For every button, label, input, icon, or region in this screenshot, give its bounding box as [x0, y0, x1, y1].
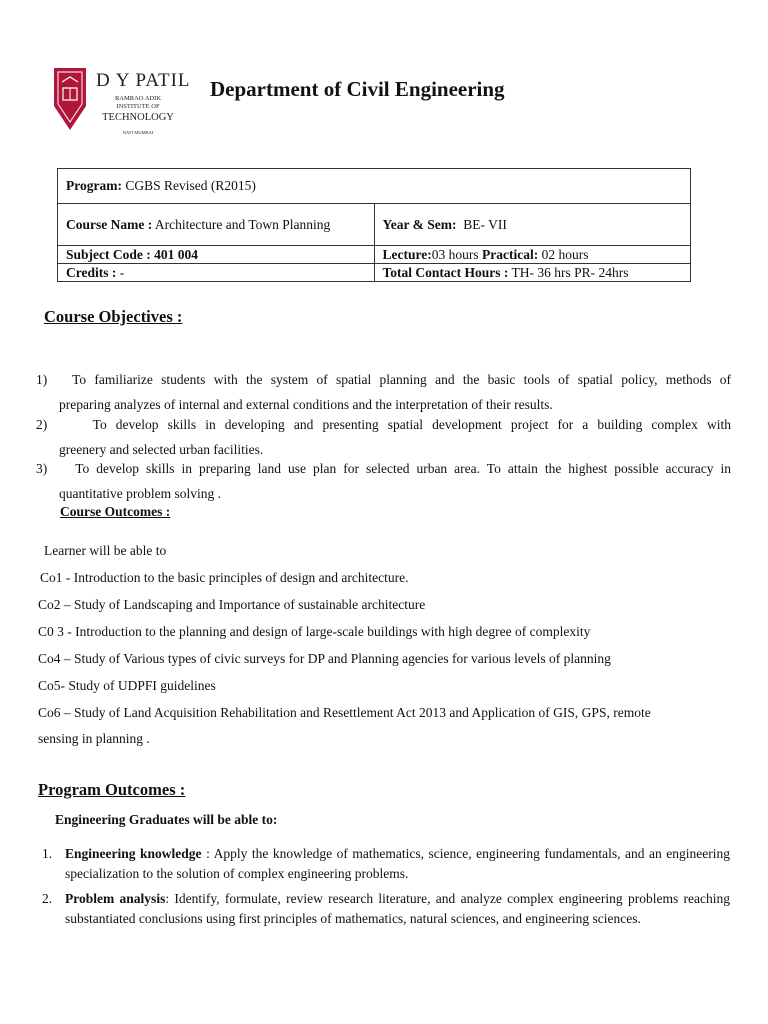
practical-label: Practical: [481, 246, 539, 262]
logo-line5: NAVI MUMBAI [122, 130, 154, 135]
credits-value: - [119, 264, 125, 280]
course-outcomes-heading: Course Outcomes : [60, 504, 171, 519]
total-hours-label: Total Contact Hours : [382, 264, 509, 280]
lecture-value: 03 hours [431, 246, 479, 262]
objective-line [36, 367, 731, 392]
course-info-table [57, 168, 691, 282]
objective-text: To develop skills in developing and presenting spatial development project for a building complex with [92, 417, 731, 432]
graduates-intro: Engineering Graduates will be able to: [55, 812, 278, 827]
po-text [65, 844, 730, 883]
po-description: : Identify, formulate, review research literature, and analyze complex engineering problems reaching substantiated conclusions using first principles of mathematics, natural sciences, and engineering sciences. [65, 891, 730, 926]
credits-cell [58, 264, 375, 282]
objective-item-1 [36, 367, 731, 417]
lecture-label: Lecture: [382, 246, 432, 262]
course-outcome-co3: C0 3 - Introduction to the planning and design of large-scale buildings with high degree of complexity [38, 624, 591, 639]
shield-icon [52, 66, 88, 132]
po-title: Engineering knowledge [65, 846, 202, 861]
course-name-cell [58, 204, 375, 246]
po-number: 2. [42, 891, 53, 906]
table-row [58, 204, 691, 246]
course-outcome-co6: Co6 – Study of Land Acquisition Rehabilitation and Resettlement Act 2013 and Application of GIS, GPS, remote [38, 705, 651, 720]
course-objectives-heading: Course Objectives : [44, 307, 183, 326]
program-cell [58, 169, 691, 204]
po-description: : Apply the knowledge of mathematics, science, engineering fundamentals, and an engineering specialization to the solution of complex engineering problems. [65, 846, 731, 881]
year-sem-cell [374, 204, 691, 246]
objective-continuation: quantitative problem solving . [59, 486, 221, 501]
program-outcome-2 [42, 889, 730, 928]
course-outcome-co5: Co5- Study of UDPFI guidelines [38, 678, 216, 693]
subject-code-cell [58, 246, 375, 264]
po-text [65, 889, 730, 928]
course-outcomes-intro: Learner will be able to [44, 543, 167, 558]
objective-continuation: greenery and selected urban facilities. [59, 442, 264, 457]
year-sem-value: BE- VII [463, 216, 507, 232]
page-title: Department of Civil Engineering [210, 77, 505, 101]
logo-line2: RAMRAO ADIK [114, 95, 162, 102]
course-outcome-co6-cont: sensing in planning . [38, 731, 150, 746]
program-outcomes-heading: Program Outcomes : [38, 780, 186, 799]
table-row [58, 246, 691, 264]
total-hours-value: TH- 36 hrs PR- 24hrs [511, 264, 629, 280]
objective-number: 3) [36, 461, 48, 476]
objective-number: 2) [36, 417, 48, 432]
course-outcome-co2: Co2 – Study of Landscaping and Importance of sustainable architecture [38, 597, 426, 612]
logo-line3: INSTITUTE OF [116, 103, 160, 110]
institute-logo [52, 64, 191, 140]
logo-line4: TECHNOLOGY [102, 112, 174, 123]
practical-value: 02 hours [541, 246, 589, 262]
po-title: Problem analysis [65, 891, 166, 906]
table-row [58, 169, 691, 204]
table-row [58, 264, 691, 282]
objective-text: To develop skills in preparing land use plan for selected urban area. To attain the highest possible accuracy in [75, 461, 731, 476]
program-label: Program: [66, 178, 122, 193]
po-number: 1. [42, 846, 53, 861]
objective-line [36, 456, 731, 481]
objective-text: To familiarize students with the system of spatial planning and the basic tools of spatial policy, methods of [72, 372, 731, 387]
logo-name: D Y PATIL [96, 70, 191, 91]
credits-label: Credits : [66, 264, 117, 280]
objective-line [36, 412, 731, 437]
course-name-label: Course Name : [66, 216, 153, 232]
course-outcome-co1: Co1 - Introduction to the basic principles of design and architecture. [40, 570, 409, 585]
objective-item-2 [36, 412, 731, 462]
program-value: CGBS Revised (R2015) [125, 178, 256, 193]
objective-continuation: preparing analyzes of internal and external conditions and the interpretation of their results. [59, 397, 553, 412]
objective-number: 1) [36, 372, 48, 387]
year-sem-label: Year & Sem: [382, 216, 457, 232]
objective-item-3 [36, 456, 731, 506]
subject-code-label: Subject Code : 401 004 [66, 246, 198, 262]
total-hours-cell [374, 264, 691, 282]
course-name-value: Architecture and Town Planning [154, 216, 331, 232]
lecture-cell [374, 246, 691, 264]
program-outcome-1 [42, 844, 730, 883]
course-outcome-co4: Co4 – Study of Various types of civic surveys for DP and Planning agencies for various levels of planning [38, 651, 611, 666]
